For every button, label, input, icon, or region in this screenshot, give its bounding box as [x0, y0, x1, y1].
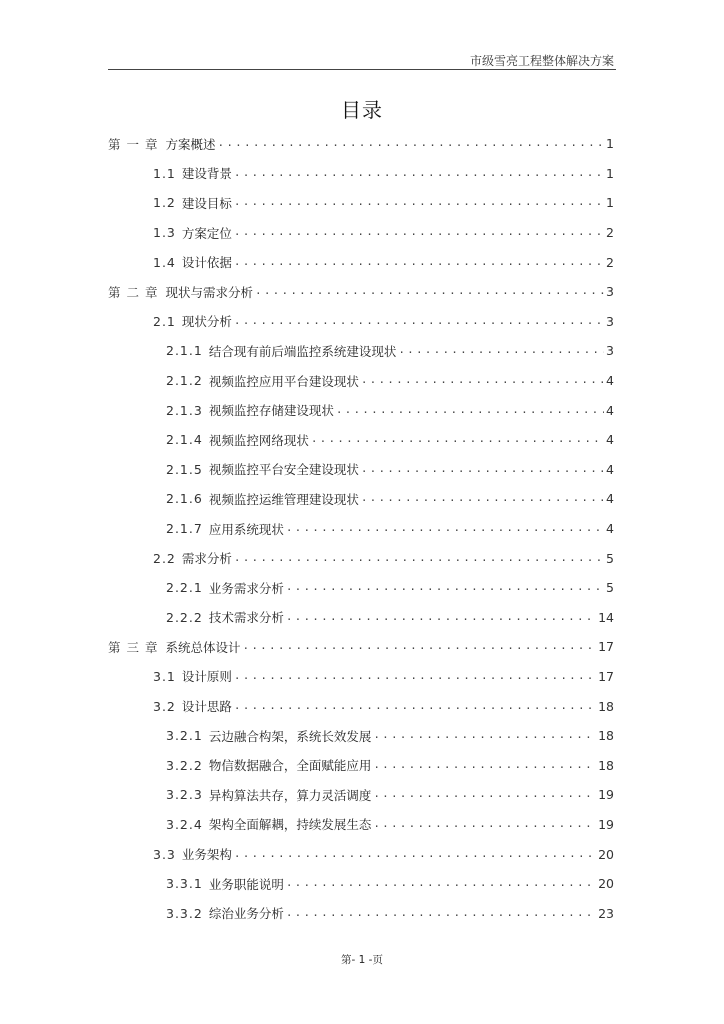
toc-entry-number: 2.1.4 — [166, 432, 203, 448]
toc-entry[interactable] — [108, 307, 614, 337]
toc-entry-page: 4 — [606, 461, 614, 477]
toc-entry-page: 3 — [606, 284, 614, 300]
toc-entry[interactable] — [108, 247, 614, 277]
toc-entry-page: 1 — [606, 165, 614, 181]
toc-entry-number: 第三章 — [108, 639, 164, 655]
toc-entry-page: 3 — [606, 343, 614, 359]
toc-entry-page: 3 — [606, 313, 614, 329]
toc-entry[interactable] — [108, 277, 614, 307]
toc-entry-title: 技术需求分析 — [208, 610, 284, 626]
toc-entry-title: 业务职能说明 — [208, 876, 284, 892]
toc-entry-page: 23 — [598, 905, 614, 921]
toc-entry[interactable] — [108, 514, 614, 544]
toc-entry-number: 3.2 — [153, 698, 176, 714]
toc-list — [108, 129, 614, 928]
toc-entry[interactable] — [108, 218, 614, 248]
toc-entry-number: 1.2 — [153, 195, 176, 211]
toc-entry-number: 3.2.3 — [166, 787, 203, 803]
toc-entry-page: 4 — [606, 491, 614, 507]
toc-entry-title: 设计依据 — [181, 255, 232, 271]
toc-entry-title: 视频监控应用平台建设现状 — [208, 373, 359, 389]
header-divider — [108, 69, 616, 70]
toc-entry-title: 应用系统现状 — [208, 521, 284, 537]
toc-entry[interactable] — [108, 543, 614, 573]
toc-entry[interactable] — [108, 691, 614, 721]
toc-entry-title: 云边融合构架，系统长效发展 — [208, 728, 372, 744]
toc-entry-number: 2.1 — [153, 313, 176, 329]
toc-entry-page: 4 — [606, 373, 614, 389]
toc-entry-number: 第二章 — [108, 284, 164, 300]
toc-dot-leader — [373, 728, 596, 741]
toc-entry-title: 视频监控网络现状 — [208, 432, 309, 448]
toc-dot-leader — [286, 906, 596, 919]
toc-entry[interactable] — [108, 869, 614, 899]
toc-dot-leader — [286, 521, 604, 534]
toc-entry[interactable] — [108, 455, 614, 485]
toc-entry-page: 19 — [598, 787, 614, 803]
toc-entry[interactable] — [108, 632, 614, 662]
toc-dot-leader — [361, 462, 604, 475]
toc-entry-page: 18 — [598, 698, 614, 714]
toc-entry[interactable] — [108, 573, 614, 603]
toc-dot-leader — [286, 610, 596, 623]
toc-entry-title: 异构算法共存，算力灵活调度 — [208, 787, 372, 803]
toc-entry-title: 架构全面解耦，持续发展生态 — [208, 817, 372, 833]
toc-entry[interactable] — [108, 129, 614, 159]
toc-entry-title: 方案定位 — [181, 225, 232, 241]
toc-entry-page: 19 — [598, 816, 614, 832]
toc-title: 目录 — [341, 98, 383, 122]
toc-entry[interactable] — [108, 780, 614, 810]
toc-dot-leader — [286, 876, 596, 889]
toc-entry-page: 14 — [598, 609, 614, 625]
toc-dot-leader — [234, 255, 604, 268]
toc-entry[interactable] — [108, 366, 614, 396]
toc-entry-number: 2.2.1 — [166, 580, 203, 596]
page-number-footer: 第- 1 -页 — [341, 954, 383, 966]
toc-entry-number: 3.3.1 — [166, 876, 203, 892]
toc-entry-title: 物信数据融合，全面赋能应用 — [208, 758, 372, 774]
toc-dot-leader — [218, 136, 605, 149]
toc-entry[interactable] — [108, 159, 614, 189]
toc-entry-page: 18 — [598, 728, 614, 744]
toc-entry-number: 2.2.2 — [166, 609, 203, 625]
toc-entry-title: 现状与需求分析 — [165, 284, 254, 300]
toc-entry-number: 3.2.1 — [166, 728, 203, 744]
toc-entry[interactable] — [108, 336, 614, 366]
toc-entry-number: 2.2 — [153, 550, 176, 566]
toc-entry[interactable] — [108, 484, 614, 514]
toc-entry-page: 4 — [606, 402, 614, 418]
toc-entry[interactable] — [108, 898, 614, 928]
toc-entry-title: 视频监控运维管理建设现状 — [208, 491, 359, 507]
toc-entry-number: 2.1.1 — [166, 343, 203, 359]
toc-entry-page: 2 — [606, 254, 614, 270]
toc-entry[interactable] — [108, 750, 614, 780]
toc-entry-page: 20 — [598, 876, 614, 892]
toc-entry-title: 方案概述 — [165, 136, 216, 152]
toc-entry-page: 5 — [606, 580, 614, 596]
toc-dot-leader — [234, 669, 596, 682]
toc-entry[interactable] — [108, 839, 614, 869]
toc-entry-number: 1.3 — [153, 225, 176, 241]
toc-entry-page: 2 — [606, 225, 614, 241]
toc-entry-number: 3.2.2 — [166, 757, 203, 773]
toc-dot-leader — [336, 403, 604, 416]
toc-entry-number: 3.2.4 — [166, 816, 203, 832]
toc-dot-leader — [234, 847, 596, 860]
toc-entry-title: 设计思路 — [181, 699, 232, 715]
toc-entry-title: 系统总体设计 — [165, 639, 241, 655]
toc-entry-title: 建设背景 — [181, 166, 232, 182]
toc-entry-number: 3.3 — [153, 846, 176, 862]
toc-dot-leader — [234, 225, 604, 238]
toc-entry-page: 1 — [606, 136, 614, 152]
toc-entry-page: 5 — [606, 550, 614, 566]
toc-entry-title: 视频监控平台安全建设现状 — [208, 462, 359, 478]
toc-dot-leader — [234, 551, 604, 564]
toc-entry-page: 4 — [606, 432, 614, 448]
toc-entry-number: 3.1 — [153, 668, 176, 684]
toc-entry-number: 2.1.5 — [166, 461, 203, 477]
toc-entry-page: 4 — [606, 521, 614, 537]
toc-entry-number: 3.3.2 — [166, 905, 203, 921]
toc-entry-number: 1.4 — [153, 254, 176, 270]
document-header-title: 市级雪亮工程整体解决方案 — [469, 54, 614, 68]
toc-dot-leader — [234, 195, 604, 208]
toc-entry-title: 需求分析 — [181, 551, 232, 567]
toc-entry-title: 业务需求分析 — [208, 580, 284, 596]
toc-entry-title: 建设目标 — [181, 195, 232, 211]
toc-entry-number: 1.1 — [153, 165, 176, 181]
toc-dot-leader — [286, 580, 604, 593]
toc-entry[interactable] — [108, 425, 614, 455]
toc-entry-title: 现状分析 — [181, 314, 232, 330]
toc-entry[interactable] — [108, 603, 614, 633]
toc-dot-leader — [361, 373, 604, 386]
toc-dot-leader — [361, 491, 604, 504]
toc-entry-title: 综治业务分析 — [208, 906, 284, 922]
toc-entry-page: 20 — [598, 846, 614, 862]
toc-entry-number: 2.1.2 — [166, 373, 203, 389]
toc-entry-page: 17 — [598, 639, 614, 655]
toc-dot-leader — [373, 758, 596, 771]
toc-entry-title: 设计原则 — [181, 669, 232, 685]
toc-entry[interactable] — [108, 188, 614, 218]
toc-entry-page: 17 — [598, 668, 614, 684]
toc-entry-number: 2.1.6 — [166, 491, 203, 507]
toc-entry-title: 业务架构 — [181, 847, 232, 863]
toc-dot-leader — [234, 314, 604, 327]
toc-dot-leader — [243, 639, 597, 652]
toc-dot-leader — [373, 817, 596, 830]
toc-entry[interactable] — [108, 721, 614, 751]
toc-dot-leader — [255, 284, 604, 297]
toc-entry[interactable] — [108, 395, 614, 425]
toc-dot-leader — [373, 787, 596, 800]
toc-entry-number: 2.1.3 — [166, 402, 203, 418]
toc-dot-leader — [398, 343, 604, 356]
toc-dot-leader — [234, 699, 596, 712]
toc-entry-page: 1 — [606, 195, 614, 211]
toc-entry[interactable] — [108, 662, 614, 692]
toc-entry[interactable] — [108, 810, 614, 840]
toc-entry-page: 18 — [598, 757, 614, 773]
toc-entry-title: 结合现有前后端监控系统建设现状 — [208, 343, 397, 359]
toc-dot-leader — [234, 166, 604, 179]
toc-entry-number: 2.1.7 — [166, 521, 203, 537]
toc-entry-title: 视频监控存储建设现状 — [208, 403, 334, 419]
toc-entry-number: 第一章 — [108, 136, 164, 152]
toc-dot-leader — [311, 432, 604, 445]
